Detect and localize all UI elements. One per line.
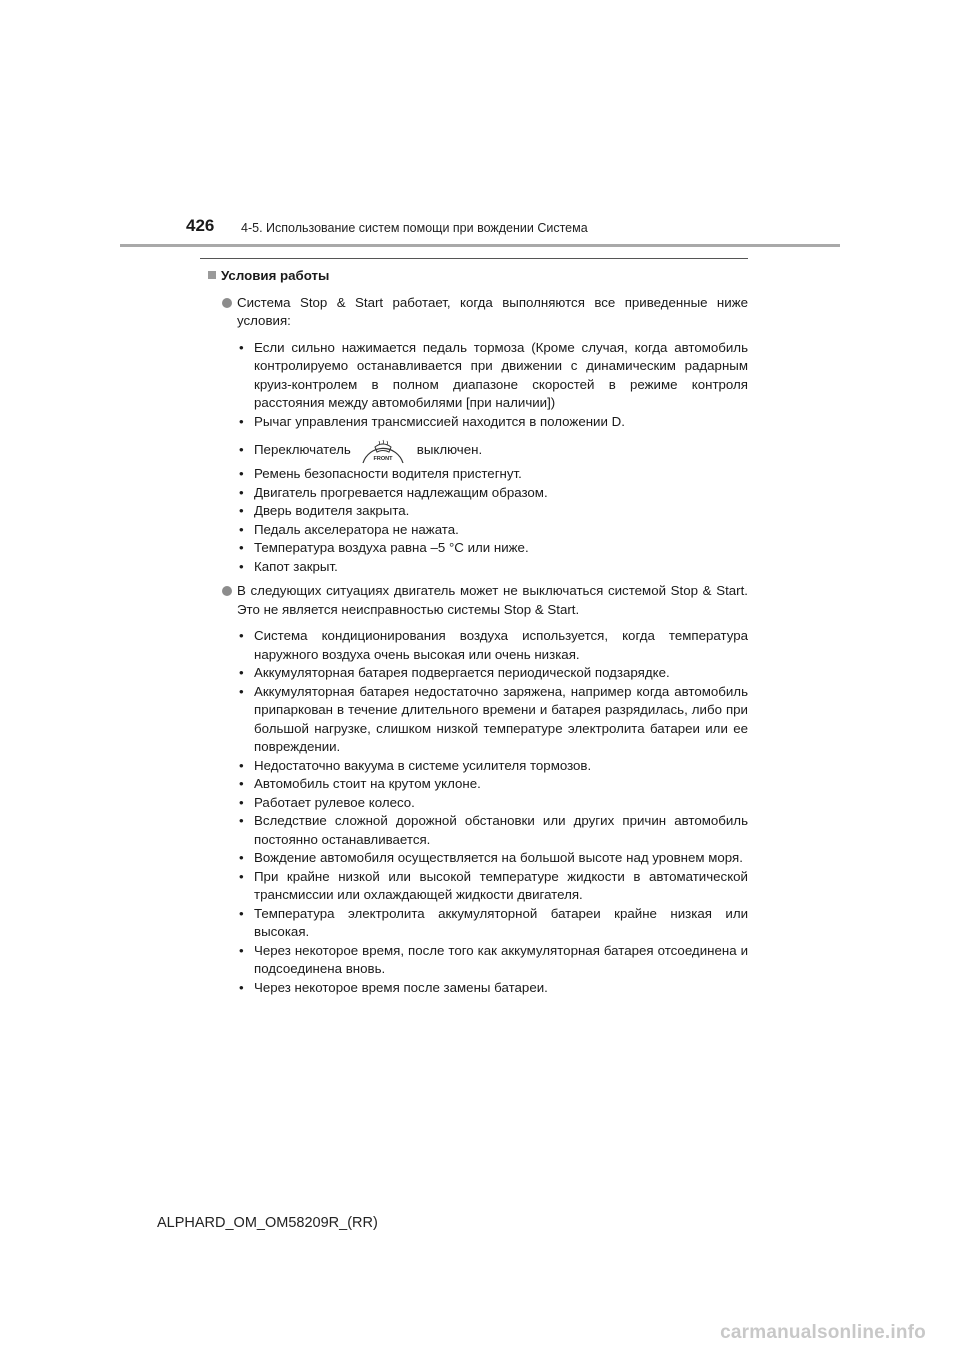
page-number: 426 xyxy=(186,216,215,235)
section-divider xyxy=(200,258,748,259)
list-item: • Вождение автомобиля осуществляется на большой высоте над уровнем моря. xyxy=(239,850,743,865)
main-content xyxy=(222,258,748,1003)
circle-bullet-icon xyxy=(222,586,232,596)
list-item: • Через некоторое время, после того как аккумуляторная батарея отсоединена и подсоединена вновь. xyxy=(239,942,748,976)
list-item: • При крайне низкой или высокой температуре жидкости в автоматической трансмиссии или охлаждающей жидкости двигателя. xyxy=(239,868,748,902)
condition-list xyxy=(222,339,748,577)
condition-point xyxy=(222,294,748,331)
svg-text:FRONT: FRONT xyxy=(373,456,393,462)
list-item-switch: • Переключатель FRONT выключен. xyxy=(222,435,748,465)
switch-label: Переключатель xyxy=(254,442,351,457)
section-heading xyxy=(208,267,748,286)
list-item: • Рычаг управления трансмиссией находится в положении D. xyxy=(239,413,625,429)
list-item: • Вследствие сложной дорожной обстановки или других причин автомобиль постоянно останавливается. xyxy=(239,813,748,847)
list-item: • Автомобиль стоит на крутом уклоне. xyxy=(239,776,481,791)
exception-point xyxy=(222,582,748,619)
point-text: В следующих ситуациях двигатель может не выключаться системой Stop & Start. Это не является неисправностью системы Stop & Start. xyxy=(237,583,748,617)
header-divider xyxy=(120,244,840,247)
page-header xyxy=(0,0,960,250)
switch-state: выключен. xyxy=(416,442,483,457)
list-item: • Если сильно нажимается педаль тормоза (Кроме случая, когда автомобиль контролируемо останавливается при движении с динамическим радарным круиз-контролем в полном диапазоне скоростей в режиме контроля расстояния между автомобилями [при наличии]) xyxy=(239,339,748,410)
list-item: • Температура воздуха равна –5 °C или ниже. xyxy=(239,540,529,555)
list-item: • Педаль акселератора не нажата. xyxy=(239,521,459,537)
list-item: • Ремень безопасности водителя пристегнут. xyxy=(239,466,522,481)
list-item: • Работает рулевое колесо. xyxy=(239,794,415,810)
square-icon xyxy=(208,271,216,279)
section-title: Условия работы xyxy=(221,268,330,283)
watermark[interactable]: carmanualsonline.info xyxy=(720,1322,926,1343)
list-item: • Аккумуляторная батарея подвергается периодической подзарядке. xyxy=(239,665,670,680)
list-item: • Капот закрыт. xyxy=(239,558,338,574)
chapter-title: 4-5. Использование систем помощи при вождении Система xyxy=(241,221,588,235)
point-text: Система Stop & Start работает, когда выполняются все приведенные ниже условия: xyxy=(237,294,748,328)
list-item: • Недостаточно вакуума в системе усилителя тормозов. xyxy=(239,757,592,773)
list-item: • Через некоторое время после замены батареи. xyxy=(239,979,548,995)
list-item: • Дверь водителя закрыта. xyxy=(239,503,410,518)
document-code: ALPHARD_OM_OM58209R_(RR) xyxy=(157,1215,378,1231)
exception-list xyxy=(222,627,748,997)
list-item: • Аккумуляторная батарея недостаточно заряжена, например когда автомобиль припаркован в течение длительного времени и батарея разрядилась, либо при большой нагрузке, слишком низкой температуре электролита батареи или ее повреждении. xyxy=(239,683,748,754)
list-item: • Двигатель прогревается надлежащим образом. xyxy=(239,484,548,500)
list-item: • Температура электролита аккумуляторной батареи крайне низкая или высокая. xyxy=(239,905,748,939)
circle-bullet-icon xyxy=(222,298,232,308)
list-item: • Система кондиционирования воздуха используется, когда температура наружного воздуха очень высокая или очень низкая. xyxy=(239,628,748,662)
front-defroster-icon xyxy=(361,436,405,464)
